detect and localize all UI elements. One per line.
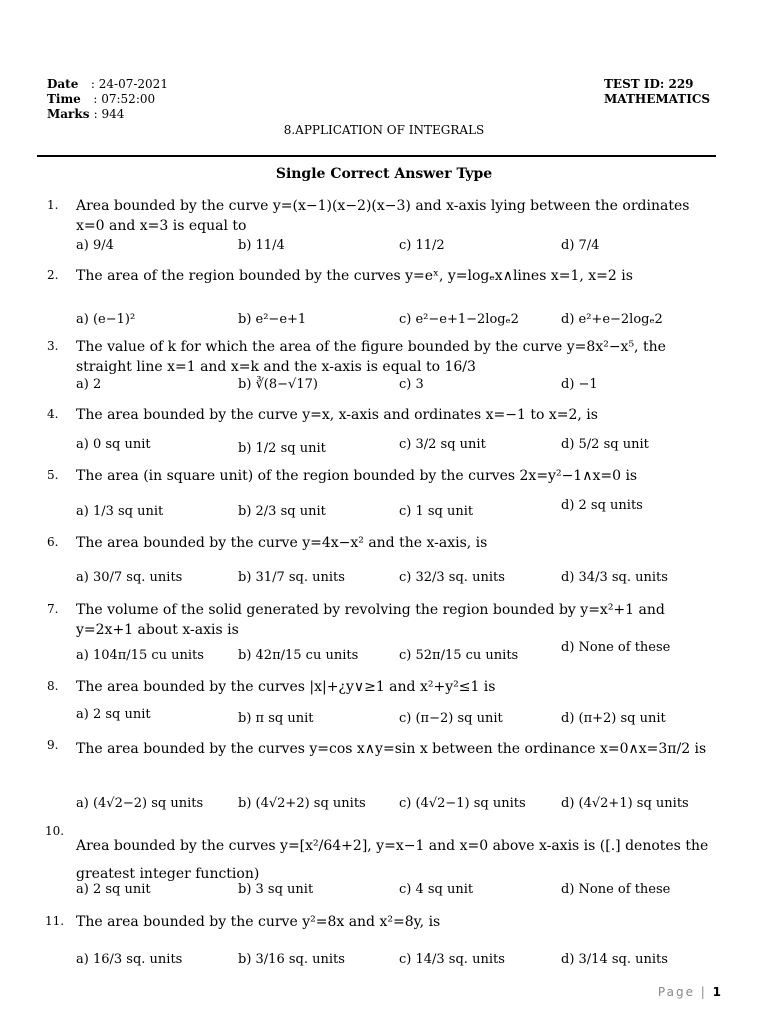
question-number: 2. (47, 268, 59, 282)
option-b[interactable]: b) (4√2+2) sq units (238, 796, 366, 811)
option-a[interactable]: a) 2 (76, 377, 102, 392)
question-number: 3. (47, 339, 59, 353)
question-number: 4. (47, 407, 59, 421)
option-c[interactable]: c) 4 sq unit (399, 882, 474, 897)
question-text: The area of the region bounded by the curves y=eˣ, y=logₑx∧lines x=1, x=2 is (76, 268, 633, 284)
chapter-title: 8.APPLICATION OF INTEGRALS (283, 123, 485, 137)
marks-value: : 944 (93, 107, 125, 121)
header-divider (37, 155, 716, 157)
option-a[interactable]: a) 16/3 sq. units (76, 952, 183, 967)
option-a[interactable]: a) 104π/15 cu units (76, 648, 204, 663)
question-text: Area bounded by the curve y=(x−1)(x−2)(x−3) and x-axis lying between the ordinates x=0 and x=3 is equal to (76, 198, 690, 234)
option-c[interactable]: c) 3 (399, 377, 424, 392)
question-number: 7. (47, 602, 59, 616)
question-number: 9. (47, 738, 59, 752)
option-c[interactable]: c) 1 sq unit (399, 504, 474, 519)
option-b[interactable]: b) π sq unit (238, 711, 314, 726)
option-c[interactable]: c) 52π/15 cu units (399, 648, 519, 663)
subject: MATHEMATICS (604, 92, 711, 106)
option-b[interactable]: b) ∛(8−√17) (238, 377, 318, 392)
option-b[interactable]: b) 3 sq unit (238, 882, 314, 897)
option-a[interactable]: a) 30/7 sq. units (76, 570, 183, 585)
option-b[interactable]: b) 2/3 sq unit (238, 504, 326, 519)
question-text: The area bounded by the curve y=x, x-axis and ordinates x=−1 to x=2, is (76, 407, 598, 423)
option-c[interactable]: c) 32/3 sq. units (399, 570, 505, 585)
time-label: Time (47, 92, 81, 106)
option-d[interactable]: d) 7/4 (561, 238, 600, 253)
section-title: Single Correct Answer Type (275, 166, 493, 182)
question-text: The area bounded by the curve y²=8x and x²=8y, is (76, 914, 441, 930)
question-text: The area bounded by the curves y=cos x∧y=sin x between the ordinance x=0∧x=3π/2 is (76, 741, 707, 757)
question-number: 5. (47, 468, 59, 482)
date-label: Date (47, 77, 79, 91)
question-number: 8. (47, 679, 59, 693)
option-b[interactable]: b) 1/2 sq unit (238, 441, 326, 456)
option-d[interactable]: d) 5/2 sq unit (561, 437, 649, 452)
option-b[interactable]: b) 3/16 sq. units (238, 952, 345, 967)
option-a[interactable]: a) 0 sq unit (76, 437, 151, 452)
option-c[interactable]: c) e²−e+1−2logₑ2 (399, 312, 519, 327)
option-b[interactable]: b) 42π/15 cu units (238, 648, 359, 663)
option-d[interactable]: d) (π+2) sq unit (561, 711, 666, 726)
question-number: 6. (47, 535, 59, 549)
option-c[interactable]: c) 3/2 sq unit (399, 437, 486, 452)
page-footer: Page | 1 (657, 985, 721, 999)
question-number: 11. (45, 914, 65, 928)
option-a[interactable]: a) (e−1)² (76, 312, 136, 327)
option-c[interactable]: c) 11/2 (399, 238, 445, 253)
time-value: : 07:52:00 (93, 92, 156, 106)
option-d[interactable]: d) None of these (561, 882, 671, 897)
question-number: 1. (47, 198, 59, 212)
option-d[interactable]: d) (4√2+1) sq units (561, 796, 689, 811)
date-value: : 24-07-2021 (90, 77, 168, 91)
option-d[interactable]: d) 2 sq units (561, 498, 643, 513)
page-number: 1 (712, 985, 721, 999)
option-a[interactable]: a) 2 sq unit (76, 707, 151, 722)
option-d[interactable]: d) −1 (561, 377, 598, 392)
option-d[interactable]: d) 34/3 sq. units (561, 570, 668, 585)
option-c[interactable]: c) (4√2−1) sq units (399, 796, 526, 811)
option-b[interactable]: b) e²−e+1 (238, 312, 307, 327)
option-a[interactable]: a) 2 sq unit (76, 882, 151, 897)
option-a[interactable]: a) (4√2−2) sq units (76, 796, 204, 811)
option-c[interactable]: c) (π−2) sq unit (399, 711, 503, 726)
question-text: The area bounded by the curve y=4x−x² and the x-axis, is (76, 535, 488, 551)
marks-label: Marks (47, 107, 90, 121)
option-b[interactable]: b) 31/7 sq. units (238, 570, 345, 585)
question-text: The area (in square unit) of the region bounded by the curves 2x=y²−1∧x=0 is (76, 468, 638, 484)
option-d[interactable]: d) None of these (561, 640, 671, 655)
option-d[interactable]: d) e²+e−2logₑ2 (561, 312, 663, 327)
option-d[interactable]: d) 3/14 sq. units (561, 952, 668, 967)
option-b[interactable]: b) 11/4 (238, 238, 285, 253)
page-label: Page (657, 985, 695, 999)
question-text: Area bounded by the curves y=[x²/64+2], y=x−1 and x=0 above x-axis is ([.] denotes the greatest integer function) (76, 838, 709, 882)
question-text: The area bounded by the curves |x|+¿y∨≥1 and x²+y²≤1 is (76, 679, 496, 695)
test-id: TEST ID: 229 (604, 77, 694, 91)
question-number: 10. (45, 824, 65, 838)
header-right (604, 77, 710, 107)
option-a[interactable]: a) 9/4 (76, 238, 114, 253)
option-a[interactable]: a) 1/3 sq unit (76, 504, 164, 519)
header-left (47, 77, 168, 122)
option-c[interactable]: c) 14/3 sq. units (399, 952, 505, 967)
question-text: The volume of the solid generated by revolving the region bounded by y=x²+1 and y=2x+1 about x-axis is (76, 602, 665, 638)
question-text: The value of k for which the area of the figure bounded by the curve y=8x²−x⁵, the straight line x=1 and x=k and the x-axis is equal to 16/3 (76, 339, 666, 375)
